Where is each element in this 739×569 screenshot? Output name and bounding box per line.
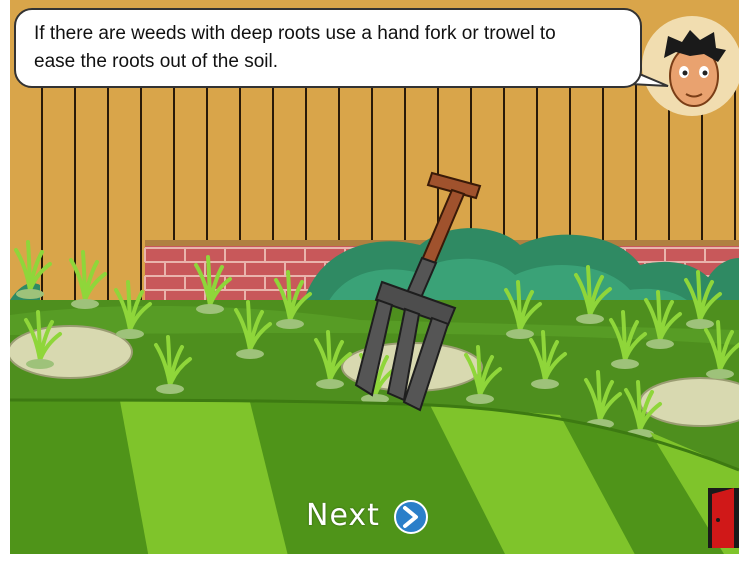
narration-line-2: ease the roots out of the soil. — [34, 51, 278, 72]
next-button[interactable]: Next — [306, 498, 380, 533]
narration-speech-bubble — [14, 8, 642, 88]
narration-line-1: If there are weeds with deep roots use a hand fork or trowel to — [34, 23, 556, 44]
exit-door-icon[interactable] — [708, 488, 739, 548]
chevron-right-circle-icon[interactable] — [395, 501, 427, 533]
boy-avatar-icon — [642, 16, 739, 116]
